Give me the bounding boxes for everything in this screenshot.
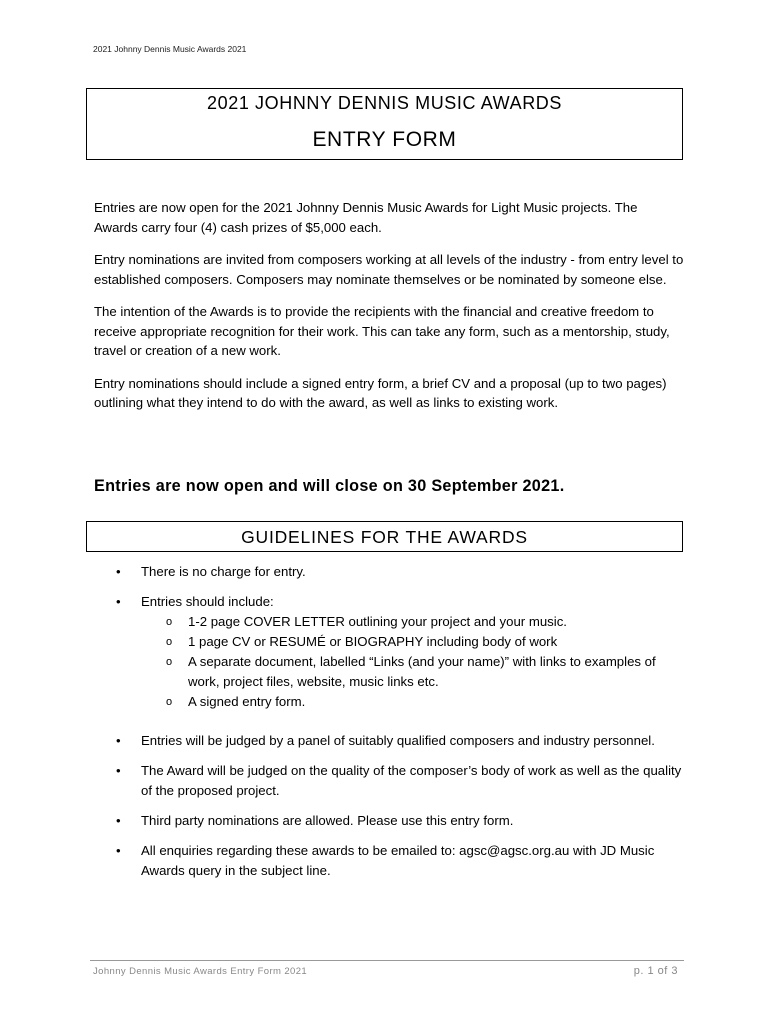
- intro-paragraph: The intention of the Awards is to provide the recipients with the financial and creative freedom to receive appropriate recognition for their work. This can take any form, such as a mentorship, study, travel or creation of a new work.: [94, 304, 670, 358]
- list-item-text: Entries should include:: [141, 594, 274, 609]
- sub-list-item: [164, 652, 684, 692]
- title-box: [86, 88, 683, 160]
- list-item-text: All enquiries regarding these awards to be emailed to: agsc@agsc.org.au with JD Music Awards query in the subject line.: [141, 843, 655, 878]
- list-item-text: Entries will be judged by a panel of suitably qualified composers and industry personnel.: [141, 733, 655, 748]
- sub-list-item-text: A signed entry form.: [188, 694, 306, 709]
- bullet-icon: •: [116, 564, 121, 579]
- bullet-icon: •: [116, 763, 121, 778]
- guidelines-heading: GUIDELINES FOR THE AWARDS: [86, 521, 683, 552]
- include-sublist: [141, 612, 684, 712]
- sub-list-item: [164, 632, 684, 652]
- circle-bullet-icon: o: [166, 656, 173, 668]
- list-item: [94, 562, 684, 582]
- bullet-icon: •: [116, 843, 121, 858]
- bullet-icon: •: [116, 594, 121, 609]
- list-item: [94, 592, 684, 612]
- sub-list-item-text: A separate document, labelled “Links (and your name)” with links to examples of work, project files, website, music links etc.: [188, 654, 656, 689]
- footer-divider: [90, 960, 684, 961]
- footer-title: Johnny Dennis Music Awards Entry Form 2021: [93, 966, 308, 977]
- document-subtitle: ENTRY FORM: [312, 128, 457, 151]
- list-item-text: Third party nominations are allowed. Please use this entry form.: [141, 813, 514, 828]
- circle-bullet-icon: o: [166, 636, 173, 648]
- intro-paragraph: Entries are now open for the 2021 Johnny Dennis Music Awards for Light Music projects. The Awards carry four (4) cash prizes of $5,000 each.: [94, 200, 638, 235]
- circle-bullet-icon: o: [166, 616, 173, 628]
- sub-list-item: [164, 612, 684, 632]
- list-item: [94, 761, 684, 801]
- list-item: [94, 811, 684, 831]
- sub-list-item-text: 1 page CV or RESUMÉ or BIOGRAPHY including body of work: [188, 634, 558, 649]
- sub-list-item: [164, 692, 684, 712]
- intro-paragraph: Entry nominations should include a signed entry form, a brief CV and a proposal (up to two pages) outlining what they intend to do with the award, as well as links to existing work.: [94, 375, 667, 410]
- list-item-text: The Award will be judged on the quality of the composer’s body of work as well as the quality of the proposed project.: [141, 763, 682, 798]
- document-title: 2021 JOHNNY DENNIS MUSIC AWARDS: [206, 93, 562, 113]
- intro-paragraph: Entry nominations are invited from composers working at all levels of the industry - from entry level to established composers. Composers may nominate themselves or be nominated by someone else.: [94, 252, 684, 287]
- closing-statement: Entries are now open and will close on 30 September 2021.: [94, 477, 565, 495]
- bullet-icon: •: [116, 733, 121, 748]
- list-item: [94, 731, 684, 751]
- intro-section: [94, 198, 684, 426]
- list-item-text: There is no charge for entry.: [141, 564, 306, 579]
- running-header: 2021 Johnny Dennis Music Awards 2021: [93, 44, 247, 54]
- page-number: p. 1 of 3: [633, 965, 678, 977]
- bullet-icon: •: [116, 813, 121, 828]
- list-item: [94, 841, 684, 881]
- guidelines-list: [94, 562, 684, 891]
- sub-list-item-text: 1-2 page COVER LETTER outlining your project and your music.: [188, 614, 567, 629]
- circle-bullet-icon: o: [166, 696, 173, 708]
